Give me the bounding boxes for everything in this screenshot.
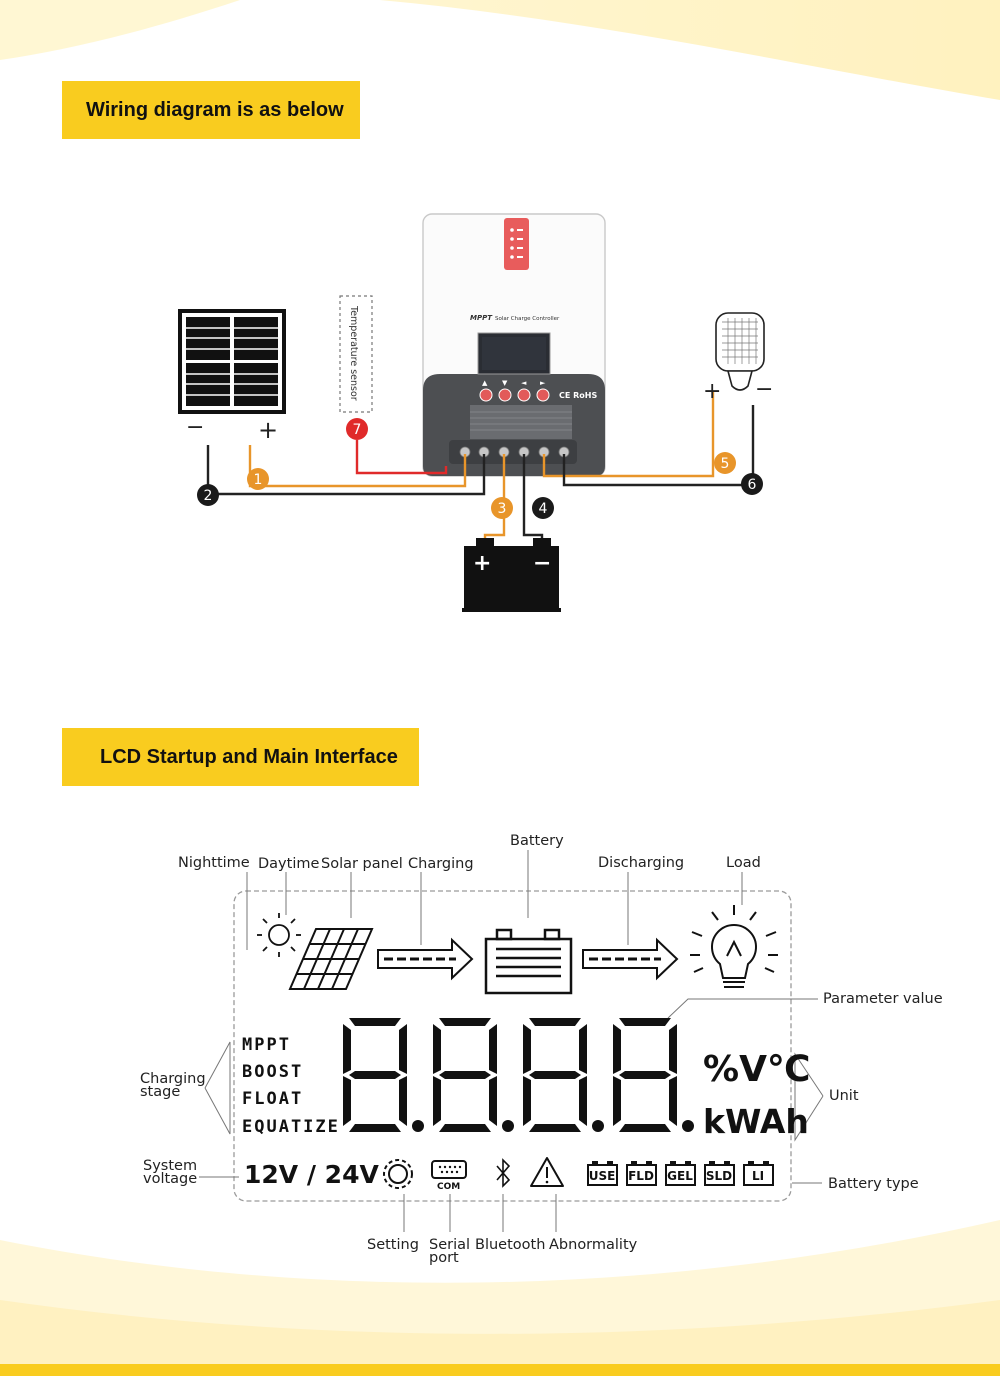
- controller-brand: MPPT: [470, 314, 493, 322]
- label-abnormality: Abnormality: [549, 1237, 638, 1253]
- com-label: COM: [437, 1182, 461, 1192]
- battery-type-fld: FLD: [628, 1169, 654, 1183]
- label-setting: Setting: [367, 1237, 419, 1253]
- label-solar-panel: Solar panel: [321, 856, 403, 872]
- wiring-diagram: [0, 200, 1000, 630]
- label-unit: Unit: [829, 1088, 859, 1104]
- load-minus-sign: −: [755, 377, 774, 402]
- decimal-point-4: [682, 1120, 694, 1132]
- label-charging-stage: Charging stage: [140, 1071, 206, 1100]
- wire-number-6: 6: [747, 477, 757, 493]
- controller-button-right[interactable]: [537, 389, 549, 401]
- bottom-accent-bar: [0, 1364, 1000, 1376]
- label-battery-type: Battery type: [828, 1176, 919, 1192]
- serial-port-icon: [432, 1161, 466, 1178]
- solar-panel-icon: [180, 311, 284, 412]
- charge-controller: [423, 214, 605, 476]
- wire-number-3: 3: [497, 501, 507, 517]
- wire-number-2: 2: [203, 488, 213, 504]
- lcd-diagram: [0, 820, 1000, 1280]
- wire-number-4: 4: [538, 501, 548, 517]
- battery-type-sld: SLD: [705, 1169, 733, 1183]
- wire-number-7: 7: [352, 422, 362, 438]
- lcd-units-top: %V℃: [703, 1049, 811, 1090]
- temperature-sensor-label: Temperature sensor: [348, 306, 359, 401]
- wire-number-1: 1: [253, 472, 263, 488]
- lcd-interface-title: LCD Startup and Main Interface: [62, 728, 419, 786]
- stage-boost: BOOST: [242, 1062, 304, 1082]
- panel-minus-sign: −: [186, 415, 205, 440]
- label-battery: Battery: [510, 833, 564, 849]
- svg-text:►: ►: [540, 379, 546, 387]
- label-bluetooth: Bluetooth: [475, 1237, 546, 1253]
- panel-plus-sign: +: [258, 416, 279, 444]
- stage-mppt: MPPT: [242, 1035, 291, 1055]
- controller-button-left[interactable]: [518, 389, 530, 401]
- lcd-units-bottom: kWAh: [703, 1102, 809, 1141]
- decimal-point-3: [592, 1120, 604, 1132]
- battery-minus-sign: −: [533, 551, 552, 576]
- controller-button-down[interactable]: [499, 389, 511, 401]
- battery-type-li: LI: [751, 1169, 765, 1183]
- label-discharging: Discharging: [598, 855, 685, 871]
- label-system-voltage: System voltage: [143, 1158, 198, 1187]
- label-serial-port: Serial port: [429, 1237, 471, 1266]
- lcd-frame: [234, 891, 791, 1201]
- controller-cert-marks: CE RoHS: [559, 391, 598, 400]
- svg-text:▼: ▼: [502, 379, 508, 387]
- svg-text:▲: ▲: [482, 379, 488, 387]
- wiring-diagram-title: Wiring diagram is as below: [62, 81, 360, 139]
- lcd-system-voltage: 12V / 24V: [244, 1160, 379, 1189]
- battery-type-gel: GEL: [667, 1169, 693, 1183]
- label-load: Load: [726, 855, 761, 871]
- battery-type-use: USE: [588, 1169, 616, 1183]
- svg-text:◄: ◄: [521, 379, 527, 387]
- load-plus-sign: +: [703, 379, 722, 404]
- battery-plus-sign: +: [473, 551, 492, 576]
- controller-subtitle: Solar Charge Controller: [495, 316, 560, 322]
- stage-float: FLOAT: [242, 1089, 304, 1109]
- label-daytime: Daytime: [258, 856, 320, 872]
- decimal-point-1: [412, 1120, 424, 1132]
- label-charging: Charging: [408, 856, 474, 872]
- label-parameter-value: Parameter value: [823, 991, 943, 1007]
- label-nighttime: Nighttime: [178, 855, 250, 871]
- wire-number-5: 5: [720, 456, 730, 472]
- stage-equatize: EQUATIZE: [242, 1117, 340, 1137]
- controller-button-up[interactable]: [480, 389, 492, 401]
- decimal-point-2: [502, 1120, 514, 1132]
